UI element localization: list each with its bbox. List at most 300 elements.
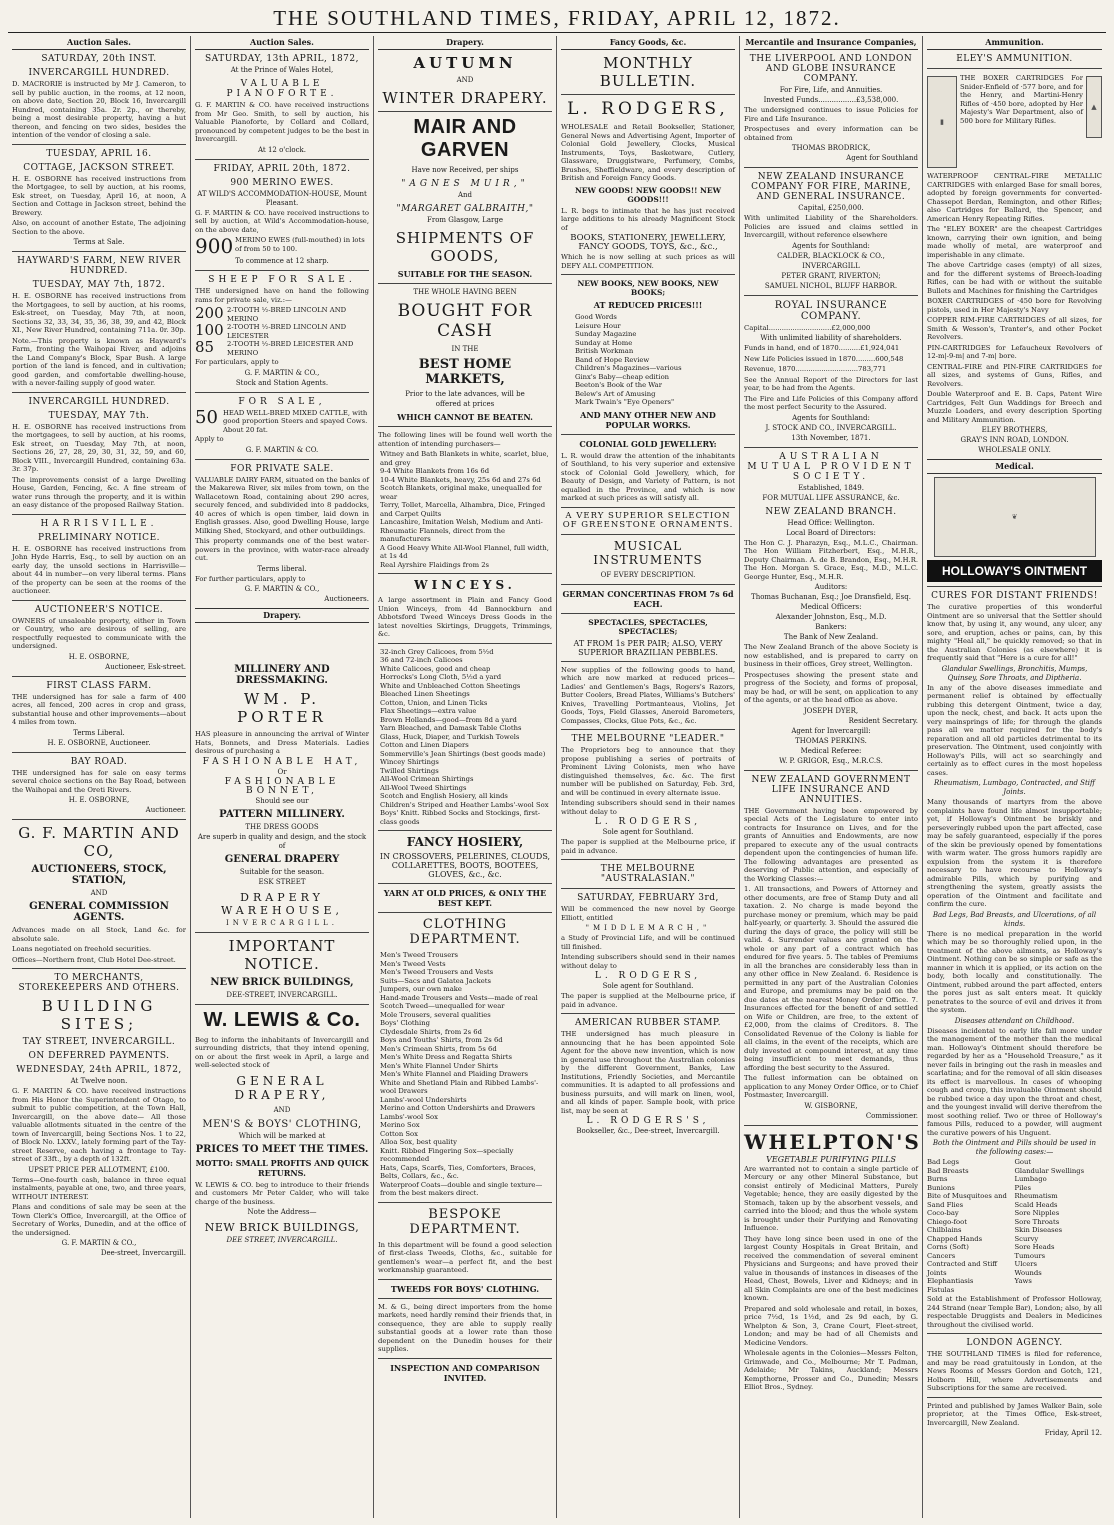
ad-signature: L. RODGERS, [594,817,702,827]
ad-text: This property commands one of the best water-powers in the province, with water-race already cut. [195,537,369,562]
list-item: Lambs'-wool Sox [380,1112,438,1121]
ad-line: GERMAN CONCERTINAS FROM 7s 6d EACH. [562,588,734,609]
ad-signature: G. F. MARTIN & CO. [245,445,319,454]
ad-text: COPPER RIM-FIRE CARTRIDGES of all sizes, for Smith & Wesson's, Tranter's, and other Pocket Revolvers. [927,316,1102,341]
ad-text: G. F. MARTIN & CO. have received instructions to sell by auction, at Wild's Accommodation-house, on the above date, [195,208,369,234]
ad-heading: SHIPMENTS OF GOODS, [395,229,535,265]
ad-text: The paper is supplied at the Melbourne price, if paid in advance. [561,838,735,855]
list-item: Scotch Blankets, original make, unequalled for wear [380,484,542,501]
list-item: Knitt. Ribbed Fingering Sox—specially recommended [380,1146,514,1163]
divider [12,819,186,820]
ad-heading: AUCTIONEER'S NOTICE. [34,604,164,615]
list-item: 32-inch Grey Calicoes, from 5½d [380,647,494,656]
list-item: Children's Magazines—various [575,364,682,372]
ad-line: MOTTO: SMALL PROFITS AND QUICK RETURNS. [195,1157,369,1178]
ad-text: New supplies of the following goods to hand, which are now marked at reduced prices— Ladies' and Gentlemen's Bags, Rogers's Razors, Butter Coolers, Bread Plates, Williams's Butchers' Knives, Travelling Portmanteaus, Violins, Jet Goods, Toys, Field Glasses, Aneroid Barometers, Compasses, Clocks, Glue Pots, &c., &c. [561,665,735,725]
ad-heading: MUSICAL INSTRUMENTS [593,538,703,567]
item-list [380,951,552,1198]
ad-text: Which he is now selling at such prices as will DEFY ALL COMPETITION. [561,253,735,270]
ad-heading: AMERICAN RUBBER STAMP. [574,1018,722,1028]
list-item: Men's White Flannel and Plaiding Drawers [380,1070,529,1078]
ad-line: Medical Officers: [800,603,862,611]
list-item: Boys and Youths' Shirts, from 2s 6d [380,1036,503,1044]
ad-quantity: 900 [195,234,234,258]
list-item: Boys' Knitt. Ribbed Socks and Stockings, first-class goods [380,809,541,826]
ad-line: Which will be marked at [238,1131,326,1140]
list-item: Hats, Caps, Scarfs, Ties, Comforters, Braces, Belts, Collars, &c., &c. [380,1163,536,1180]
list-item: Leisure Hour [575,321,621,330]
list-item: Alloa Sox, best quality [380,1138,457,1146]
column-heading: Mercantile and Insurance Companies, [744,36,918,50]
ad-line: SUITABLE FOR THE SEASON. [397,269,533,279]
list-item: Skin Diseases [1014,1226,1063,1234]
ad-text: The following lines will be found well worth the attention of intending purchasers— [378,431,552,448]
divider [12,514,186,515]
ad-heading: SATURDAY, FEBRUARY 3rd, [577,893,719,903]
ad-text: The improvements consist of a large Dwelling House, Garden, Fencing, &c. A fine stream of water runs through the property, and it is within an easy distance of the proposed Railway Station. [12,475,186,509]
ad-heading: AUSTRALIAN MUTUAL PROVIDENT SOCIETY. [747,451,915,482]
divider [12,251,186,252]
ad-text: The curative properties of this wonderful Ointment are so universal that the Settler should know that, by using it, any wound, any ulcer, any sore, and eruption, aches or pains, can, by this mighty "Heal all," be quickly removed; so that in the Australian Colonies (as elsewhere) it is frequently said that "Here is a cure for all!" [927,603,1102,662]
list-item: Belew's Art of Amusing [575,389,656,398]
ad-text: MERINO EWES (full-mouthed) in lots of from 50 to 100. [235,236,365,253]
ad-signature: Auctioneer. [145,806,186,814]
list-item: Chapped Hands [927,1234,983,1243]
ad-line: Prior to the late advances, will be [405,390,525,398]
ad-signature: GRAY'S INN ROAD, LONDON. [960,436,1069,444]
list-item: Twilled Shirtings [380,766,439,775]
ad-heading: LONDON AGENCY. [966,1338,1063,1348]
ad-line: "MIDDLEMARCH," [585,924,711,932]
divider [378,1358,552,1359]
list-item: White Calicoes, good and cheap [380,664,491,673]
ad-heading: NEW ZEALAND BRANCH. [765,506,897,517]
ad-line: DEE STREET, INVERCARGILL. [226,1236,338,1244]
list-item: Yarn Bleached, and Damask Table Cloths [380,724,522,732]
list-item: Cancers [927,1251,956,1260]
ad-text: G. F. MARTIN & CO. have received instructions from His Honor the Superintendent of Otago, to submit to public competition, at the Town Hall, Invercargill, on the above date— All those valuable allotments situated in the centre of the town of Invercargill, being Sections Nos. 1 to 22, of Block No. LXXV., lately forming part of the Tay-street Reserve, each having a frontage to Tay-street of 33ft., by a depth of 132ft. [12,1087,186,1163]
ad-line: Agents for Southland: [792,413,870,422]
ad-text: Loans negotiated on freehold securities. [12,945,152,953]
ad-heading: ROYAL INSURANCE COMPANY. [774,299,888,322]
ad-terms: Terms at Sale. [73,238,125,246]
ad-text: 2-TOOTH ½-BRED LINCOLN AND MERINO [227,306,347,323]
ad-text: The "ELEY BOXER" are the cheapest Cartridges known, carrying their own ignition, and being made wholly of metal, are waterproof and imperishable in any climate. [927,225,1102,259]
ad-subheading: Diseases attendant on Childhood. [954,1016,1075,1025]
ailment-list-left [927,1158,1015,1294]
divider [744,447,918,448]
ad-text: HAS pleasure in announcing the arrival of Winter Hats, Bonnets, and Dress Materials. Ladies desirous of purchasing a [195,730,369,755]
ad-subheading: NEW BRICK BUILDINGS, [210,976,354,988]
ad-heading: G. F. MARTIN AND CO, [18,824,180,860]
ad-line: CALDER, BLACKLOCK & CO., [777,251,885,260]
divider [195,1004,369,1005]
ad-quantity: 200 [195,304,224,322]
ad-text: Double Waterproof and E. B. Caps, Patent Wire Cartridges, Felt Gun Waddings for Breech and Muzzle Loaders, and every description Sporting and Military Ammunition. [927,390,1102,424]
ad-terms: Terms Liberal. [73,728,125,737]
ad-text: THE undersigned has much pleasure in announcing that he has been appointed Sole Agent for the above new invention, which is now in general use throughout the Australian colonies by the different Government, Banks, Law Institutions, Friendly Societies, and Mercantile communities. It is adapted to all professions and business pursuits, and will mark on linen, wool, and all kinds of paper. Sample book, with price list, may be seen at [561,1030,735,1115]
ad-line: Established, 1849. [798,483,864,492]
ad-heading: AUTUMN [413,54,517,72]
ad-quantity: 85 [195,338,215,356]
list-item: Sommerville's Jean Shirtings (best goods made) [380,749,546,758]
ad-text: WATERPROOF CENTRAL-FIRE METALLIC CARTRIDGES with enlarged Base for small bores, adopted by foreign governments for converted-Chassepot Berdan, Remington, and other Rifles; also Cartridges for Ballard, the Spencer, and American Henry Repeating Rifles. [927,172,1102,223]
item-list [380,648,552,827]
ad-text: With unlimited Liability of the Shareholders. Policies are issued and claims settled in Invercargill, without reference elsewhere [744,214,918,239]
ad-line: Bankers: [815,623,847,631]
ad-line: SPECTACLES, SPECTACLES, SPECTACLES; [588,617,708,636]
ad-heading: THE MELBOURNE "AUSTRALASIAN." [600,864,696,884]
ad-line: FASHIONABLE HAT, [202,756,362,767]
ad-text: Terms—One-fourth cash, balance in three equal instalments, payable at one, two, and three years, WITHOUT INTEREST. [12,1175,186,1201]
divider [744,295,918,296]
ad-text: The Proprietors beg to announce that they propose publishing a series of portraits of Prominent Living Colonists, men who have distinguished themselves, &c. &c. The first number will be published on Saturday, Feb. 3rd, and will be continued in every alternate issue. [561,746,735,797]
list-item: Mark Twain's "Eye Openers" [575,398,675,406]
ad-text: THE SOUTHLAND TIMES is filed for reference, and may be read gratuitously in London, at the News Rooms of Messrs Gordon and Gotch, 121, Holborn Hill, where Advertisements and Subscriptions for the same are received. [927,1350,1102,1392]
divider [195,932,369,933]
ad-text: BOXER CARTRIDGES of ·450 bore for Revolving pistols, used in Her Majesty's Navy [927,297,1102,314]
masthead-rule [8,32,1106,33]
list-item: White and Shetland Plain and Ribbed Lambs'-wool Drawers [380,1078,539,1095]
divider [378,643,552,644]
ad-heading: NEW ZEALAND INSURANCE COMPANY FOR FIRE, MARINE, AND GENERAL INSURANCE. [751,172,911,202]
ad-line: Note the Address— [247,1208,317,1216]
ad-text: W. LEWIS & CO. beg to introduce to their friends and customers Mr Peter Calder, who will take charge of the business. [195,1180,369,1206]
list-item: 9-4 White Blankets from 16s 6d [380,467,490,475]
list-item: Mole Trousers, several qualities [380,1010,491,1019]
ad-line: PATTERN MILLINERY. [219,808,345,820]
ad-text: Prospectuses showing the present state and progress of the Society, and forms of proposal, may be had, or will be sent, on application to any of the agents, or at the head office as above. [744,670,918,704]
list-item: Lancashire, Imitation Welsh, Medium and Anti-Rheumatic Flannels, direct from the manufacturers [380,518,543,543]
divider [12,752,186,753]
ad-line: Agent for Invercargill: [791,726,871,735]
ad-heading: SHEEP FOR SALE. [208,275,356,285]
imprint: Printed and published by James Walker Bain, sole proprietor, at the Times Office, Esk-street, Invercargill, New Zealand. [927,1401,1102,1427]
ad-text: There is no medical preparation in the world which may be so thoroughly relied upon, in the treatment of the above ailments, as Holloway's Ointment. Nothing can be so simple or safe as the manner in which it is applied, or its action on the body, both locally and constitutionally. The Ointment, rubbed around the part affected, enters the pores just as salt enters meat. It quickly penetrates to the source of evil and drives it from the system. [927,929,1102,1014]
ad-text: THE undersigned has for sale on easy terms several choice sections on the Bay Road, between the Waihopai and the Oreti Rivers. [12,768,186,794]
list-item: Glass, Huck, Diaper, and Turkish Towels [380,732,520,741]
ad-text: HEAD WELL-BRED MIXED CATTLE, with good proportion Steers and spayed Cows. About 20 fat. [223,408,368,434]
list-item: Jumpers, our own make [380,985,462,993]
ad-text: Are warranted not to contain a single particle of Mercury or any other Mineral Substance, but consist entirely of Medicinal Matters, Purely Vegetable; hence, they are easily digested by the Stomach, taken up by the absorbent vessels, and carried into the blood; and thus the whole system is brought under their Purifying and Renovating Influence. [744,1164,918,1232]
ad-heading: WM. P. PORTER [237,690,327,726]
column-heading: Auction Sales. [12,36,186,50]
ad-line: PRICES TO MEET THE TIMES. [195,1143,369,1155]
list-item: Men's Crimean Shirts, from 5s 6d [380,1044,497,1053]
divider [927,586,1102,587]
ad-signature: Stock and Station Agents. [235,378,329,387]
ad-location: At the Prince of Wales Hotel, [230,66,334,74]
ad-text: Offices—Northern front, Club Hotel Dee-street. [12,955,176,964]
ad-text: 2-TOOTH ½-BRED LINCOLN AND LEICESTER [227,323,347,340]
divider [195,159,369,160]
ad-heading: FRIDAY, APRIL 20th, 1872. [213,163,351,174]
ad-heading: SATURDAY, 13th APRIL, 1872, [205,54,359,64]
ad-heading: MONTHLY BULLETIN. [599,54,697,90]
list-item: Elephantiasis [927,1277,974,1285]
ad-line: 13th November, 1871. [791,433,871,442]
ad-line: COLONIAL GOLD JEWELLERY: [579,438,717,449]
divider [378,1279,552,1280]
ad-signature: JOSEPH DYER, [803,706,859,715]
divider [561,729,735,730]
ad-text: Intending subscribers should send in their names without delay to [561,799,735,816]
list-item: Men's Tweed Trousers [380,951,459,959]
divider [12,392,186,393]
ad-line: With unlimited liability of shareholders. [760,334,902,342]
ad-heading: TO MERCHANTS, STOREKEEPERS AND OTHERS. [18,973,180,993]
ailment-list-right [1015,1158,1103,1294]
list-item: Cotton, Union, and Linen Ticks [380,698,488,707]
ad-subheading: PRELIMINARY NOTICE. [37,532,160,543]
list-item: Men's White Dress and Regatta Shirts [380,1053,513,1061]
divider [195,392,369,393]
list-item: Lambs'-wool Undershirts [380,1095,467,1104]
ad-time: At Twelve noon. [70,1077,128,1085]
list-item: Boys' Clothing [380,1019,430,1027]
ad-text: Note.—This property is known as Hayward's Farm, fronting the Waihopai River, and adjoins the Land Company's Block, Spar Bush. A large portion of the land is fenced, and in cultivation; good garden, and comfortable dwelling-house, with a never-failing supply of good water. [12,336,186,387]
ad-line: SAMUEL NICHOL, BLUFF HARBOR. [764,281,898,290]
ad-quantity: 50 [195,406,218,428]
divider [561,534,735,535]
ad-subheading: TUESDAY, MAY 7th. [48,410,150,421]
list-item: Piles [1014,1183,1031,1192]
ad-line: THE DRESS GOODS [245,822,319,831]
divider [12,676,186,677]
ad-line: Capital, £250,000. [798,204,864,212]
ad-text: 1. All transactions, and Powers of Attorney and other documents, are free of Stamp Duty and all taxation. 2. No charge is made beyond the purchase money or premium, which may be paid half-yearly, or quarterly. 3. Should the assured die during the days of grace, the policy will still be valid. 4. Surrender values are granted on the whole or any part of a contract which has endured for five years. 5. The tables of Premiums in all the branches are considerably less than in any other office in New Zealand. 6. Residence is permitted in any part of the Australian Colonies and Europe, and premiums may be paid on the due dates at the nearest Money Order Office. 7. Insurances effected for the benefit of and settled on Wife or Children, are free, to the extent of £2,000, from the claims of Creditors. 8. The Consolidated Revenue of the Colony is liable for all claims, in the event of the receipts, which are duly invested at compound interest, at any time being insufficient to meet demands, thus affording the best security to the Assured. [744,885,918,1072]
ad-text: L. R. begs to intimate that he has just received large additions to his already Magnificent Stock of [561,206,735,232]
ad-text: Many thousands of martyrs from the above complaints have found life almost insupportable; yet, if Holloway's Ointment be briskly and perseveringly rubbed upon the part affected, case may be safely guaranteed, especially if the pores of the skin be previously opened by fomentations with warm water. The gross humors rapidly are expulsion from the system it is therefore necessary to have recourse to Holloway's admirable Pills, which by purifying and strengthening the system, greatly assists the operation of the Ointment and facilitate and confirm the cure. [927,798,1102,908]
ad-signature: Sole agent for Southland. [602,828,694,836]
column-4 [557,36,740,1518]
ad-line: Suitable for the season. [239,867,325,876]
ad-heading: BOUGHT FOR CASH [397,301,533,341]
ad-subheading: Both the Ointment and Pills should be used in the following cases:— [932,1139,1097,1156]
divider [927,1333,1102,1334]
divider [744,770,918,771]
ad-line: FASHIONABLE BONNET, [224,776,340,796]
column-3 [374,36,557,1518]
ad-line: INVERCARGILL [802,261,860,270]
ad-line: AT REDUCED PRICES!!! [593,300,703,310]
list-item: Bunions [927,1183,955,1192]
ad-text: H. E. OSBORNE has received instructions from the mortgagees, to sell by auction, at his rooms, Esk street, on Tuesday, May 7th, at noon, Sections 26, 27, 28, 29, 30, 31, 32, 59, and 60, Block VIII., Invercargill Hundred, containing 63a. 3r. 37p. [12,422,186,473]
ad-text: Beg to inform the inhabitants of Invercargill and surrounding districts, that they intend opening, on or about the first week in April, a large and well-selected stock of [195,1035,369,1069]
spacer [195,625,369,661]
ad-line: GENERAL DRAPERY [224,853,340,865]
ad-line: AND [456,76,474,84]
list-item: Lumbago [1014,1175,1047,1183]
ad-subheading: COTTAGE, JACKSON STREET. [23,162,175,173]
list-item: Bleached Linen Sheetings [380,690,470,698]
ad-location: AT WILD'S ACCOMMODATION-HOUSE, Mount Pleasant. [197,189,367,207]
list-item: Wounds [1014,1268,1042,1277]
ad-signature: Auctioneer, Esk-street. [105,662,186,671]
ad-heading: FOR PRIVATE SALE. [230,463,334,474]
ad-subheading: WEDNESDAY, 24th APRIL, 1872, [16,1065,182,1075]
ad-line: PETER GRANT, RIVERTON; [781,271,881,280]
ad-signature: Agent for Southland [846,154,918,162]
ad-heading: BEST HOME MARKETS, [418,357,512,387]
ad-subheading: ON DEFERRED PAYMENTS. [28,1051,170,1061]
ad-line: WHICH CANNOT BE BEATEN. [397,412,533,422]
ad-heading: BAY ROAD. [70,756,128,767]
divider [378,283,552,284]
ad-line: GENERAL DRAPERY, [234,1073,330,1102]
ad-text: New Life Policies issued in 1870.........600,548 [744,354,904,363]
list-item: Horrocks's Long Cloth, 5½d a yard [380,673,502,681]
ad-line: "AGNES MUIR," [401,179,529,189]
divider [744,167,918,168]
ad-heading: WINTER DRAPERY. [382,89,548,107]
list-item: Sunday Magazine [575,330,637,338]
ad-text: Funds in hand, end of 1870..........£1,924,041 [744,344,900,352]
ad-line: Thomas Buchanan, Esq.; Joe Dransfield, Esq. [751,593,911,601]
ad-text: Capital.............................£2,000,000 [744,323,871,332]
ad-heading: SATURDAY, 20th INST. [41,54,157,64]
ad-signature: Resident Secretary. [848,716,918,725]
ad-heading: CURES FOR DISTANT FRIENDS! [931,591,1098,601]
list-item: Sunday at Home [575,338,633,347]
ad-heading: WHELPTON'S [744,1129,921,1154]
ad-text: The New Zealand Branch of the above Society is now established, and is prepared to carry on business in their offices, Grey street, Wellington. [744,643,918,668]
ad-time: At 12 o'clock. [257,145,306,154]
ad-quantity-row [195,340,369,357]
ad-line: "MARGARET GALBRAITH," [396,204,534,214]
ad-line: BOOKS, STATIONERY, JEWELLERY, FANCY GOODS, TOYS, &c., &c., [570,233,726,252]
list-item: Wincey Shirtings [380,758,439,766]
divider [561,888,735,889]
ad-line: Local Board of Directors: [786,528,876,537]
divider [378,830,552,831]
ad-line: Agents for Southland: [792,241,870,250]
list-item: Ginx's Baby—cheap edition [575,372,670,381]
ad-line: TWEEDS FOR BOYS' CLOTHING. [390,1283,540,1294]
ad-heading: MILLINERY AND DRESSMAKING. [234,664,330,686]
list-item: Gout [1014,1158,1032,1166]
ad-line: Have now Received, per ships [411,166,519,174]
ad-text: Plans and conditions of sale may be seen at the Town Clerk's Office, Invercargill, at the Office of Secretary of Works, Dunedin, and at the office of the undersigned. [12,1203,186,1237]
list-item: Scurvy [1014,1234,1039,1243]
ad-heading: MAIR AND GARVEN [413,116,517,161]
ad-text: In this department will be found a good selection of first-class Tweeds, Cloths, &c., suitable for gentlemen's wear—a perfect fit, and the best workmanship guaranteed. [378,1240,552,1274]
ad-text: The Fire and Life Policies of this Company afford the most perfect Security to the Assured. [744,394,918,411]
list-item: Men's Tweed Trousers and Vests [380,968,494,976]
ad-text: THE Government having been empowered by special Acts of the Legislature to enter into contracts for Insurance on Lives, and for the grants of Annuities and Endowments, are now prepared to execute any of the usual contracts dependent upon the contingencies of human life. The following advantages are presented as deserving of Public attention, and especially of the Working Classes:— [744,806,918,883]
column-heading: Drapery. [195,608,369,623]
ad-text: For particulars, apply to [195,358,279,366]
ad-price: UPSET PRICE PER ALLOTMENT, £100. [28,1165,170,1174]
ad-line: INSPECTION AND COMPARISON INVITED. [390,1362,540,1383]
ad-heading: W. LEWIS & Co. [203,1008,361,1031]
ad-text: H. E. OSBORNE has received instructions from John Hyde Harris, Esq., to sell by auction on an early day, the unsold sections in Harrisville—about 44 in number—on very liberal terms. Plans of the property can be seen at the rooms of the auctioneer. [12,544,186,595]
ad-subheading: INVERCARGILL HUNDRED. [28,68,170,78]
ad-text: Will be commenced the new novel by George Elliott, entitled [561,905,735,922]
imprint-date: Friday, April 12. [1044,1429,1102,1437]
ad-text: M. & G., being direct importers from the home markets, need hardly remind their friends that, in consequence, they are able to supply really substantial goods at a lower rate than those dependent on the Dunedin houses for their supplies. [378,1302,552,1353]
ad-line: FOR MUTUAL LIFE ASSURANCE, &c. [762,493,900,502]
ad-text: L. R. would draw the attention of the inhabitants of Southland, to his very superior and extensive stock of Colonial Gold Jewellery, which, for Beauty of Design, and Variety of Pattern, is not equalled in the Province, and which is now marked at such prices as will satisfy all. [561,451,735,502]
list-item: Merino and Cotton Undershirts and Drawers [380,1104,536,1112]
divider [195,270,369,271]
list-item: Cotton and Linen Diapers [380,741,469,749]
list-item: Terry, Tollet, Marcella, Alhambra, Dice, Fringed and Carpet Quilts [380,501,546,518]
ad-text: For further particulars, apply to [195,574,306,583]
ad-subheading: TAY STREET, INVERCARGILL. [22,1037,176,1047]
pills-logo-label: VEGETABLE PURIFYING PILLS [766,1154,896,1164]
ad-heading: 900 MERINO EWES. [230,177,334,188]
ad-signature: THOMAS BRODRICK, [791,144,871,152]
ad-text: Sold at the Establishment of Professor Holloway, 244 Strand (near Temple Bar), London; also, by all respectable Druggists and Dealers in Medicines throughout the civilised world. [927,1295,1102,1329]
ad-quantity-row [195,323,369,340]
ad-heading: TUESDAY, APRIL 16. [46,148,152,159]
divider [378,1298,552,1299]
ad-line: W. P. GRIGOR, Esq., M.R.C.S. [779,756,883,765]
list-item: British Workman [575,347,634,355]
ad-quantity: 100 [195,321,224,339]
ad-line: A VERY SUPERIOR SELECTION OF GREENSTONE ORNAMENTS. [562,510,734,530]
ad-text: THE undersigned has for sale a farm of 400 acres, all fenced, 200 acres in crop and grass, substantial house and other improvements—about 4 miles from town. [12,692,186,726]
column-heading: Fancy Goods, &c. [561,36,735,50]
ad-text: PIN-CARTRIDGES for Lefaucheux Revolvers of 12-m|-9-m| and 7-m| bore. [927,343,1102,360]
divider [561,859,735,860]
ad-text: H. E. OSBORNE has received instructions from the Mortgagee, to sell by auction, at his rooms, Esk street, on Tuesday, April 16, at noon, A Section and Cottage in Jackson street, behind the Brewery. [12,174,186,217]
list-item: Scotch and English Hosiery, all kinds [380,792,508,800]
ad-line: J. STOCK AND CO., INVERCARGILL. [765,423,897,432]
list-item: Flax Sheetings—extra value [380,707,477,715]
ad-heading: FIRST CLASS FARM. [46,680,152,691]
ad-heading: BESPOKE DEPARTMENT. [409,1206,521,1237]
list-item: Bad Legs [927,1158,959,1166]
list-item: Beeton's Book of the War [575,381,662,389]
divider [12,144,186,145]
column-heading: Auction Sales. [195,36,369,50]
list-item: Hand-made Trousers and Vests—made of real Scotch Tweed—unequalled for wear [380,993,538,1010]
ad-text: Also, on account of another Estate, The adjoining Section to the above. [12,219,186,236]
ad-line: Head Office: Wellington. [787,518,875,527]
list-item: Brown Hollands—good—from 8d a yard [380,715,517,724]
ad-line: INVERCARGILL. [226,918,338,927]
ad-heading: HAYWARD'S FARM, NEW RIVER HUNDRED. [17,256,181,276]
ad-line: OF EVERY DESCRIPTION. [600,570,696,579]
ad-heading: THE LIVERPOOL AND LONDON AND GLOBE INSURANCE COMPANY. [749,54,913,84]
ad-text: Wholesale agents in the Colonies—Messrs Felton, Grimwade, and Co., Melbourne; Mr T. Padman, Adelaide; Mr Takins, Auckland; Messrs Kempthorne, Prosser and Co., Dunedin; Messrs Elliot Bros., Sydney. [744,1349,918,1391]
list-item: Men's Tweed Vests [380,959,446,968]
ad-line: offered at prices [435,400,495,408]
ad-signature: H. E. OSBORNE, [68,652,130,661]
divider [561,661,735,662]
ad-signature: L. RODGERS, [594,971,702,981]
ad-signature: G. F. MARTIN & CO., [61,1239,137,1247]
ad-text: Intending subscribers should send in their names without delay to [561,953,735,970]
ad-line: Or [277,767,287,776]
ad-time: To commence at 12 sharp. [235,257,329,265]
list-item: Glandular Swellings [1014,1166,1085,1175]
ad-text: A large assortment in Plain and Fancy Good Union Winceys, from 4d Bannockburn and Abbotsford Tweed Winceys Dress Goods in the latest novelties Skirtings, Druggets, Trimmings, &c. [378,596,552,638]
ad-text: Advances made on all Stock, Land &c. for absolute sale. [12,926,186,943]
ad-subheading: DEE-STREET, INVERCARGILL. [226,990,338,999]
ad-line: THE WHOLE HAVING BEEN [413,288,517,296]
ad-subheading: Bad Legs, Bad Breasts, and Ulcerations, of all kinds. [932,910,1097,928]
list-item: Sore Nipples [1014,1209,1060,1217]
ad-heading: HOLLOWAY'S OINTMENT [927,560,1102,582]
column-heading: Ammunition. [927,36,1102,50]
divider [744,1125,918,1126]
divider [561,94,735,95]
ad-line: Should see our [255,796,309,805]
ad-signature: W. GISBORNE, [804,1101,858,1110]
